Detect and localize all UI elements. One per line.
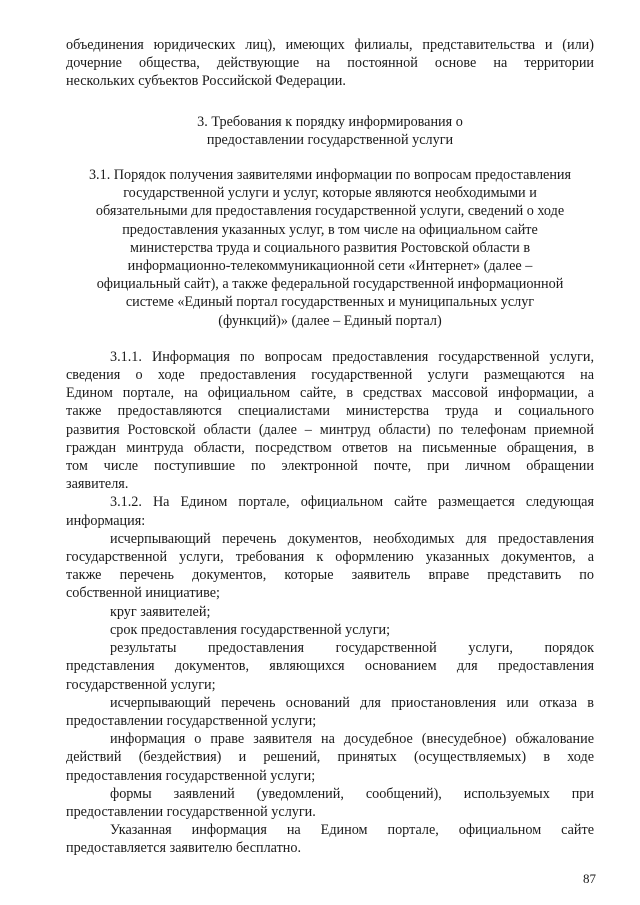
text-line: предоставления государственной услуги; [66,767,316,784]
heading-line: министерства труда и социального развития Ростовской области в [129,239,531,256]
text-line: представления документов, являющихся основанием для предоставления [66,658,594,675]
text-line: сведения о ходе предоставления государственной услуги размещаются на [66,367,594,384]
text-line: исчерпывающий перечень документов, необходимых для предоставления [110,530,594,547]
heading-line: информационно-телекоммуникационной сети «Интернет» (далее – [127,258,533,275]
text-line: формы заявлений (уведомлений, сообщений), используемых при [110,785,594,802]
heading-line: предоставлении государственной услуги [206,131,454,148]
heading-line: системе «Единый портал государственных и муниципальных услуг [125,294,535,311]
text-line: Указанная информация на Едином портале, официальном сайте [110,822,594,839]
intro-paragraph [66,36,594,91]
text-line: заявителя. [66,476,129,493]
text-line: собственной инициативе; [66,585,220,602]
information-list [66,530,594,821]
text-line: том числе поступившие по электронной почте, при личном обращении [66,458,594,475]
text-line: дочерние общества, действующие на постоянной основе на территории [66,55,594,72]
text-line: граждан минтруда области, посредством ответов на письменные обращения, в [66,439,594,456]
text-line: предоставляется заявителю бесплатно. [66,840,302,857]
subsection-heading [66,166,594,330]
paragraph-3-1-2 [66,493,594,529]
heading-line: (функций)» (далее – Единый портал) [218,312,442,329]
document-page [66,36,594,858]
heading-line: 3.1. Порядок получения заявителями информации по вопросам предоставления [88,167,572,184]
text-line: срок предоставления государственной услуги; [110,621,391,638]
text-line: также перечень документов, которые заявитель вправе представить по [66,567,594,584]
text-line: действий (бездействия) и решений, принятых (осуществляемых) в ходе [66,749,594,766]
heading-line: государственной услуги и услуг, которые являются необходимыми и [123,185,537,202]
list-item [66,621,594,639]
text-line: результаты предоставления государственной услуги, порядок [110,640,594,657]
text-line: Едином портале, на официальном сайте, в средствах массовой информации, а [66,385,594,402]
text-line: объединения юридических лиц), имеющих филиалы, представительства и (или) [66,37,594,53]
text-line: 3.1.2. На Едином портале, официальном сайте размещается следующая [110,494,594,511]
heading-line: обязательными для предоставления государственной услуги, сведений о ходе [95,203,565,220]
text-line: круг заявителей; [110,603,211,620]
list-item [66,785,594,821]
text-line: государственной услуги, требования к оформлению указанных документов, а [66,549,594,566]
list-item [66,639,594,694]
text-line: государственной услуги; [66,676,216,693]
text-line: информация: [66,512,146,529]
text-line: также предоставляются специалистами министерства труда и социального [66,403,594,420]
text-line: развития Ростовской области (далее – минтруд области) по телефонам приемной [66,421,594,438]
text-line: предоставлении государственной услуги. [66,803,316,820]
list-item [66,694,594,730]
list-item [66,730,594,785]
heading-line: 3. Требования к порядку информирования о [197,113,463,130]
list-item [66,603,594,621]
section-heading [66,113,594,149]
text-line: нескольких субъектов Российской Федерации. [66,73,346,90]
heading-line: официальный сайт), а также федеральной государственной информационной [96,276,564,293]
text-line: предоставлении государственной услуги; [66,712,317,729]
list-item [66,530,594,603]
text-line: 3.1.1. Информация по вопросам предоставления государственной услуги, [110,348,594,365]
closing-paragraph [66,821,594,857]
page-number: 87 [583,871,596,886]
text-line: информация о праве заявителя на досудебное (внесудебное) обжалование [110,731,594,748]
heading-line: предоставления указанных услуг, в том числе на официальном сайте [122,221,538,238]
text-line: исчерпывающий перечень оснований для приостановления или отказа в [110,694,594,711]
paragraph-3-1-1 [66,348,594,494]
